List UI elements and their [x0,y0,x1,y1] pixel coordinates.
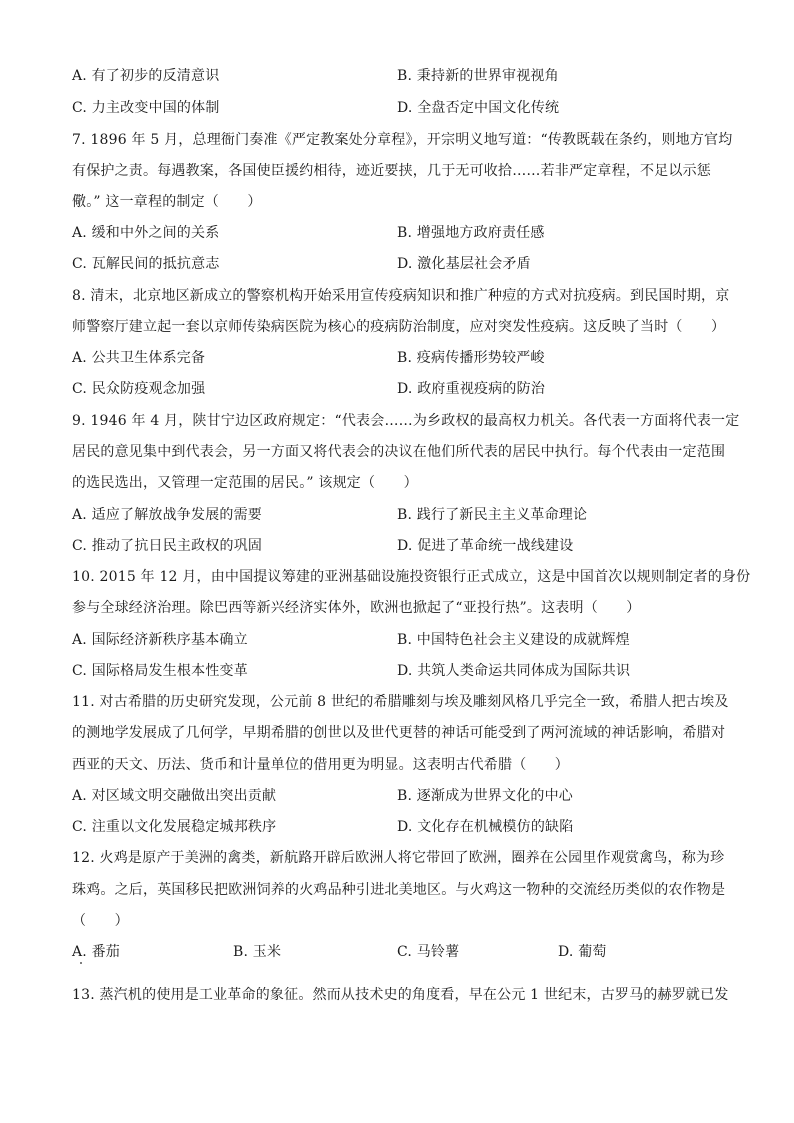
q12-option-c[interactable]: C. 马铃薯 [397,944,460,960]
q8-option-b[interactable]: B. 疫病传播形势较严峻 [397,350,545,366]
q9-stem-line-3: 的选民选出，又管理一定范围的居民。” 该规定（ ） [72,475,418,491]
q12-option-b[interactable]: B. 玉米 [233,944,282,960]
q6-option-a[interactable]: A. 有了初步的反清意识 [72,68,220,84]
q8-option-c[interactable]: C. 民众防疫观念加强 [72,381,206,397]
q11-option-c[interactable]: C. 注重以文化发展稳定城邦秩序 [72,819,277,835]
q9-option-a[interactable]: A. 适应了解放战争发展的需要 [72,507,263,523]
q12-option-a[interactable]: A. 番茄 [72,944,121,960]
q8-option-a[interactable]: A. 公共卫生体系完备 [72,350,206,366]
q12-option-d[interactable]: D. 葡萄 [558,944,607,960]
q11-stem-line-1: 11. 对古希腊的历史研究发现，公元前 8 世纪的希腊雕刻与埃及雕刻风格几乎完全一致，希腊人把古埃及 [72,694,729,710]
q6-option-c[interactable]: C. 力主改变中国的体制 [72,100,220,116]
q8-option-d[interactable]: D. 政府重视疫病的防治 [397,381,546,397]
q10-option-a[interactable]: A. 国际经济新秩序基本确立 [72,632,248,648]
q11-option-b[interactable]: B. 逐渐成为世界文化的中心 [397,788,573,804]
q7-option-d[interactable]: D. 激化基层社会矛盾 [397,256,531,272]
q13-stem-line-1: 13. 蒸汽机的使用是工业革命的象征。然而从技术史的角度看，早在公元 1 世纪末，古罗马的赫罗就已发 [72,987,729,1003]
q10-option-c[interactable]: C. 国际格局发生根本性变革 [72,663,248,679]
q8-stem-line-2: 师警察厅建立起一套以京师传染病医院为核心的疫病防治制度，应对突发性疫病。这反映了当时（ ） [72,319,726,335]
q10-stem-line-2: 参与全球经济治理。除巴西等新兴经济实体外，欧洲也掀起了“亚投行热”。这表明（ ） [72,600,641,616]
q12-stem-line-2: 珠鸡。之后，英国移民把欧洲饲养的火鸡品种引进北美地区。与火鸡这一物种的交流经历类似的农作物是 [72,882,726,898]
q10-option-d[interactable]: D. 共筑人类命运共同体成为国际共识 [397,663,631,679]
q6-option-b[interactable]: B. 秉持新的世界审视视角 [397,68,559,84]
q7-stem-line-2: 有保护之责。每遇教案，各国使臣援约相待，迹近要挟，几于无可收拾……若非严定章程，不足以示惩 [72,163,711,179]
q7-option-b[interactable]: B. 增强地方政府责任感 [397,225,545,241]
q9-stem-line-1: 9. 1946 年 4 月，陕甘宁边区政府规定：“代表会……为乡政权的最高权力机关。各代表一方面将代表一定 [72,413,740,429]
q10-option-b[interactable]: B. 中国特色社会主义建设的成就辉煌 [397,632,630,648]
q7-option-a[interactable]: A. 缓和中外之间的关系 [72,225,220,241]
q12-stem-line-3: （ ） [72,913,129,929]
q9-option-d[interactable]: D. 促进了革命统一战线建设 [397,538,574,554]
stray-dot-mark [80,962,82,964]
q9-option-c[interactable]: C. 推动了抗日民主政权的巩固 [72,538,263,554]
q11-stem-line-2: 的测地学发展成了几何学，早期希腊的创世以及世代更替的神话可能受到了两河流域的神话影响，希腊对 [72,725,726,741]
q12-stem-line-1: 12. 火鸡是原产于美洲的禽类，新航路开辟后欧洲人将它带回了欧洲，圈养在公园里作观赏禽鸟，称为珍 [72,850,725,866]
q7-stem-line-3: 儆。” 这一章程的制定（ ） [72,194,262,210]
q11-stem-line-3: 西亚的天文、历法、货币和计量单位的借用更为明显。这表明古代希腊（ ） [72,757,569,773]
q6-option-d[interactable]: D. 全盘否定中国文化传统 [397,100,560,116]
q7-stem-line-1: 7. 1896 年 5 月，总理衙门奏准《严定教案处分章程》，开宗明义地写道：“传教既载在条约，则地方官均 [72,132,733,148]
q11-option-d[interactable]: D. 文化存在机械模仿的缺陷 [397,819,574,835]
q9-option-b[interactable]: B. 践行了新民主主义革命理论 [397,507,588,523]
q11-option-a[interactable]: A. 对区域文明交融做出突出贡献 [72,788,277,804]
q9-stem-line-2: 居民的意见集中到代表会，另一方面又将代表会的决议在他们所代表的居民中执行。每个代表由一定范围 [72,444,726,460]
q8-stem-line-1: 8. 清末，北京地区新成立的警察机构开始采用宣传疫病知识和推广种痘的方式对抗疫病。到民国时期，京 [72,288,730,304]
q7-option-c[interactable]: C. 瓦解民间的抵抗意志 [72,256,220,272]
q10-stem-line-1: 10. 2015 年 12 月，由中国提议筹建的亚洲基础设施投资银行正式成立，这是中国首次以规则制定者的身份 [72,569,751,585]
